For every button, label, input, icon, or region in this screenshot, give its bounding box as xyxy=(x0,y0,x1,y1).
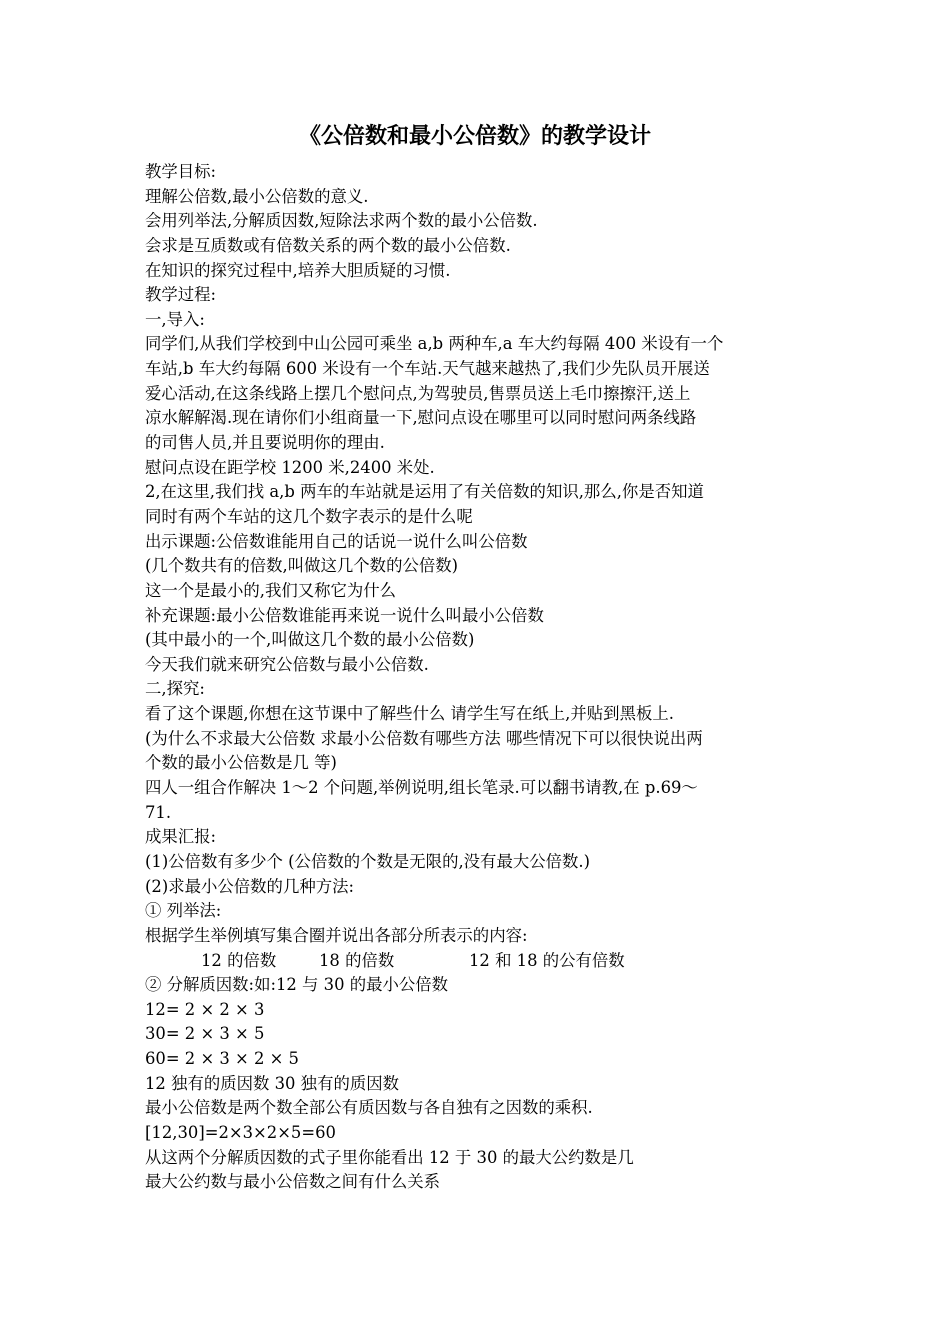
text-line: 71. xyxy=(145,802,172,822)
text-line: 在知识的探究过程中,培养大胆质疑的习惯. xyxy=(145,260,451,280)
text-line: 会用列举法,分解质因数,短除法求两个数的最小公倍数. xyxy=(145,211,538,231)
text-line: (几个数共有的倍数,叫做这几个数的公倍数) xyxy=(145,556,459,576)
text-line: 今天我们就来研究公倍数与最小公倍数. xyxy=(145,654,429,674)
text-line: 理解公倍数,最小公倍数的意义. xyxy=(145,186,369,206)
equation-line: 12= 2 × 2 × 3 xyxy=(145,999,265,1019)
text-line: 同时有两个车站的这几个数字表示的是什么呢 xyxy=(145,506,473,526)
text-line: 一,导入: xyxy=(145,309,205,329)
equation-line: [12,30]=2×3×2×5=60 xyxy=(145,1122,336,1142)
set-circle-labels xyxy=(145,949,815,974)
text-line: 最大公约数与最小公倍数之间有什么关系 xyxy=(145,1172,441,1192)
text-line: 从这两个分解质因数的式子里你能看出 12 于 30 的最大公约数是几 xyxy=(145,1147,634,1167)
text-line: 这一个是最小的,我们又称它为什么 xyxy=(145,580,397,600)
text-line: (其中最小的一个,叫做这几个数的最小公倍数) xyxy=(145,630,475,650)
text-line: 出示课题:公倍数谁能用自己的话说一说什么叫公倍数 xyxy=(145,531,528,551)
text-line: 同学们,从我们学校到中山公园可乘坐 a,b 两种车,a 车大约每隔 400 米设有一个 xyxy=(145,334,724,354)
text-line: ② 分解质因数:如:12 与 30 的最小公倍数 xyxy=(145,975,449,995)
text-line: (1)公倍数有多少个 (公倍数的个数是无限的,没有最大公倍数.) xyxy=(145,851,591,871)
text-line: 看了这个课题,你想在这节课中了解些什么 请学生写在纸上,并贴到黑板上. xyxy=(145,704,674,724)
document-title: 《公倍数和最小公倍数》的教学设计 xyxy=(298,124,651,149)
text-line: 的司售人员,并且要说明你的理由. xyxy=(145,433,385,453)
text-line: 会求是互质数或有倍数关系的两个数的最小公倍数. xyxy=(145,235,511,255)
text-line: 2,在这里,我们找 a,b 两车的车站就是运用了有关倍数的知识,那么,你是否知道 xyxy=(145,482,704,502)
set-label-18-multiples: 18 的倍数 xyxy=(319,950,395,970)
equation-line: 60= 2 × 3 × 2 × 5 xyxy=(145,1049,299,1069)
text-line: 成果汇报: xyxy=(145,827,217,847)
text-line: 二,探究: xyxy=(145,679,205,699)
text-line: (为什么不求最大公倍数 求最小公倍数有哪些方法 哪些情况下可以很快说出两 xyxy=(145,728,703,748)
text-line: 个数的最小公倍数是几 等) xyxy=(145,753,337,773)
text-line: 慰问点设在距学校 1200 米,2400 米处. xyxy=(145,457,435,477)
text-line: 凉水解解渴.现在请你们小组商量一下,慰问点设在哪里可以同时慰问两条线路 xyxy=(145,408,697,428)
set-label-common-multiples: 12 和 18 的公有倍数 xyxy=(469,950,625,970)
text-line: 教学目标: xyxy=(145,162,217,181)
text-line: 爱心活动,在这条线路上摆几个慰问点,为驾驶员,售票员送上毛巾擦擦汗,送上 xyxy=(145,383,691,403)
equation-line: 30= 2 × 3 × 5 xyxy=(145,1024,265,1044)
text-line: 补充课题:最小公倍数谁能再来说一说什么叫最小公倍数 xyxy=(145,605,544,625)
set-label-12-multiples: 12 的倍数 xyxy=(201,950,277,970)
text-line: (2)求最小公倍数的几种方法: xyxy=(145,876,355,896)
document-body xyxy=(145,160,815,1195)
text-line: 四人一组合作解决 1～2 个问题,举例说明,组长笔录.可以翻书请教,在 p.69～ xyxy=(145,778,698,798)
text-line: 根据学生举例填写集合圈并说出各部分所表示的内容: xyxy=(145,925,528,945)
text-line: ① 列举法: xyxy=(145,901,222,921)
text-line: 12 独有的质因数 30 独有的质因数 xyxy=(145,1073,400,1093)
text-line: 教学过程: xyxy=(145,285,217,305)
text-line: 最小公倍数是两个数全部公有质因数与各自独有之因数的乘积. xyxy=(145,1098,593,1118)
text-line: 车站,b 车大约每隔 600 米设有一个车站.天气越来越热了,我们少先队员开展送 xyxy=(145,359,710,379)
